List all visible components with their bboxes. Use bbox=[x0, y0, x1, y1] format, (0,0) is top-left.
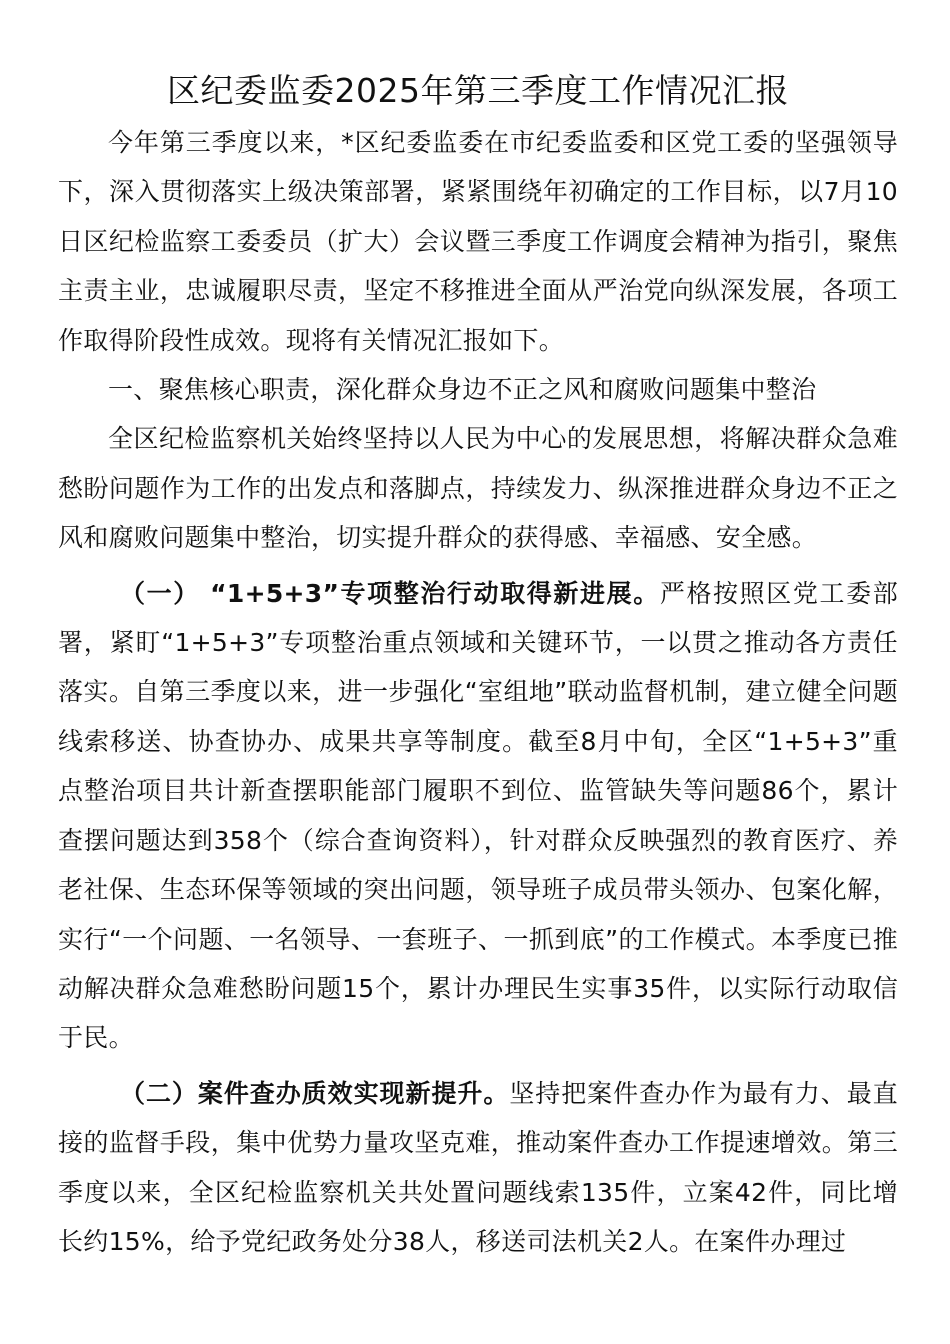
section-heading-1: 一、聚焦核心职责，深化群众身边不正之风和腐败问题集中整治 bbox=[108, 375, 817, 405]
subsection-1-text: 严格按照区党工委部署，紧盯“1+5+3”专项整治重点领域和关键环节，一以贯之推动各方责任落实。自第三季度以来，进一步强化“室组地”联动监督机制，建立健全问题线索移送、协查协办、成果共享等制度。截至8月中旬，全区“1+5+3”重点整治项目共计新查摆职能部门履职不到位、监管缺失等问题86个，累计查摆问题达到358个（综合查询资料），针对群众反映强烈的教育医疗、养老社保、生态环保等领域的突出问题，领导班子成员带头领办、包案化解，实行“一个问题、一名领导、一套班子、一抓到底”的工作模式。本季度已推动解决群众急难愁盼问题15个，累计办理民生实事35件，以实际行动取信于民。 bbox=[58, 578, 899, 1053]
subsection-2-text: 坚持把案件查办作为最有力、最直接的监督手段，集中优势力量攻坚克难，推动案件查办工作提速增效。第三季度以来，全区纪检监察机关共处置问题线索135件，立案42件，同比增长约15%，给予党纪政务处分38人，移送司法机关2人。在案件办理过 bbox=[58, 1078, 898, 1256]
section-1-paragraph: 全区纪检监察机关始终坚持以人民为中心的发展思想，将解决群众急难愁盼问题作为工作的出发点和落脚点，持续发力、纵深推进群众身边不正之风和腐败问题集中整治，切实提升群众的获得感、幸福感、安全感。 bbox=[58, 424, 898, 553]
document-title: 区纪委监委2025年第三季度工作情况汇报 bbox=[167, 71, 789, 110]
subsection-1-paragraph bbox=[58, 569, 898, 1063]
subsection-2-paragraph bbox=[58, 1069, 898, 1267]
subsection-heading-2: （二）案件查办质效实现新提升。 bbox=[120, 1078, 510, 1108]
subsection-heading-1: （一） “1+5+3”专项整治行动取得新进展。 bbox=[120, 578, 660, 608]
intro-paragraph: 今年第三季度以来，*区纪委监委在市纪委监委和区党工委的坚强领导下，深入贯彻落实上级决策部署，紧紧围绕年初确定的工作目标，以7月10日区纪检监察工委委员（扩大）会议暨三季度工作调度会精神为指引，聚焦主责主业，忠诚履职尽责，坚定不移推进全面从严治党向纵深发展，各项工作取得阶段性成效。现将有关情况汇报如下。 bbox=[58, 128, 898, 355]
